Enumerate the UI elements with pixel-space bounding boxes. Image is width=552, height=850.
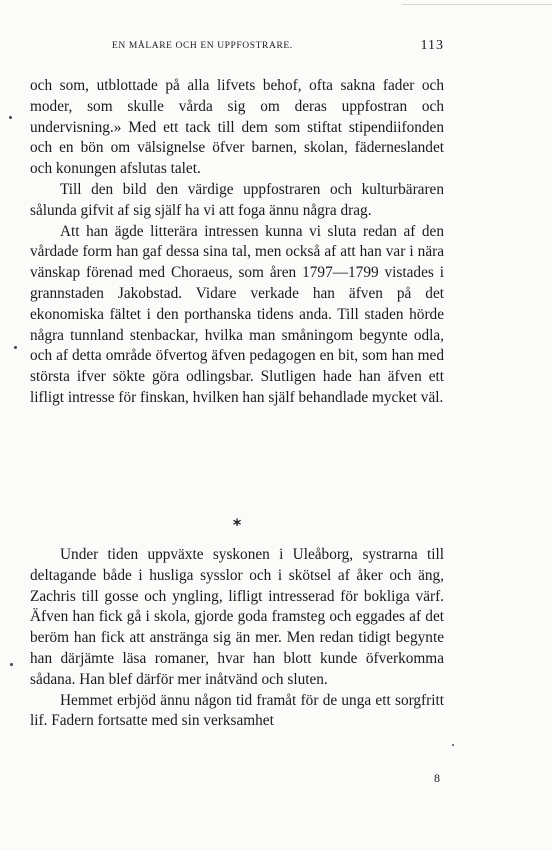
signature-mark: 8 [434, 771, 440, 785]
margin-speck [14, 346, 17, 349]
margin-speck [452, 744, 454, 746]
body-text-bottom [30, 545, 444, 732]
scan-edge-line [402, 4, 552, 5]
running-head: EN MÅLARE OCH EN UPPFOSTRARE. [112, 41, 293, 51]
paragraph-5: Hemmet erbjöd ännu någon tid framåt för de unga ett sorgfritt lif. Fadern fortsatte med sin verksamhet [30, 691, 444, 730]
paragraph-4: Under tiden uppväxte syskonen i Uleåborg, systrarna till deltagande både i husliga sysslor och i skötsel af åker och äng, Zachris till gosse och yngling, lifligt intresserad för bokliga värf. Äfven han fick gå i skola, gjorde goda framsteg och eggades af det beröm han fick att anstränga sig än mer. Men redan tidigt begynte han därjämte läsa romaner, hvar han blott kunde öfverkomma sådana. Han blef därför mer inåtvänd och sluten. [30, 546, 444, 688]
paragraph-1: och som, utblottade på alla lifvets behof, ofta sakna fader och moder, som skulle vårda sig om deras uppfostran och undervisning.» Med ett tack till dem som stiftat stipendiifonden och en bön om välsignelse öfver barnen, skolan, fäderneslandet och konungen afslutas talet. [30, 77, 444, 178]
margin-speck [9, 116, 12, 119]
page-header [30, 40, 444, 60]
body-text-top [30, 76, 444, 409]
margin-speck [10, 663, 13, 666]
section-break-asterisk: * [232, 515, 242, 534]
page-number: 113 [420, 38, 444, 53]
paragraph-3: Att han ägde litterära intressen kunna vi sluta redan af den vårdade form han gaf dessa sina tal, men också af att han var i nära vänskap förenad med Choraeus, som åren 1797—1799 vistades i grannstaden Jakobstad. Vidare verkade han äfven på det ekonomiska fältet i den porthanska tidens anda. Till staden hörde några tunnland stenbackar, hvilka man småningom begynte odla, och af detta område öfvertog äfven pedagogen en bit, som han med största ifver sökte göra odlingsbar. Slutligen hade han äfven ett lifligt intresse för finskan, hvilken han själf behandlade mycket väl. [30, 222, 444, 406]
paragraph-2: Till den bild den värdige uppfostraren och kulturbäraren sålunda gifvit af sig själf ha vi att foga ännu några drag. [30, 180, 444, 219]
